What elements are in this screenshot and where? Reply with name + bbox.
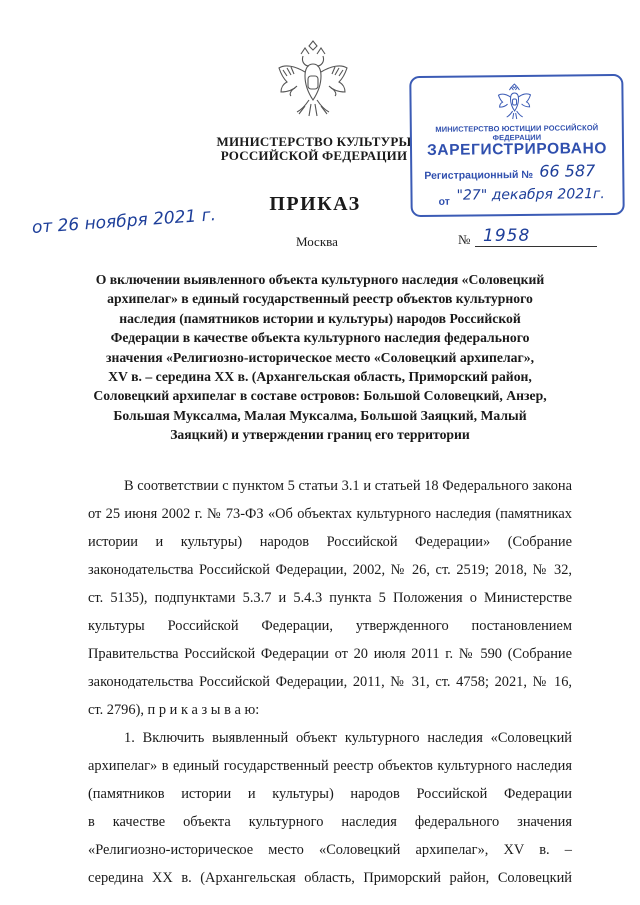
ministry-name-line-1: МИНИСТЕРСТВО КУЛЬТУРЫ (216, 134, 412, 149)
body-line: ст. 2796), п р и к а з ы в а ю: (88, 702, 260, 718)
subject-line: Большая Муксалма, Малая Муксалма, Большой Заяцкий, Малый (113, 407, 527, 423)
stamp-issuer: МИНИСТЕРСТВО ЮСТИЦИИ РОССИЙСКОЙ ФЕДЕРАЦИИ (435, 123, 599, 143)
subject-line: Заяцкий) и утверждении границ его территории (170, 427, 470, 443)
body-line: ст. 5135), подпунктами 5.3.7 и 5.4.3 пункта 5 Положения о Министерстве (88, 590, 572, 606)
stamp-status: ЗАРЕГИСТРИРОВАНО (426, 140, 608, 159)
body-line: середина XX в. (Архангельская область, Приморский район, Соловецкий (88, 870, 572, 886)
subject-line: Федерации в качестве объекта культурного наследия федерального (110, 330, 530, 346)
order-subject-heading (70, 270, 570, 445)
body-line: 1. Включить выявленный объект культурного наследия «Соловецкий (124, 730, 572, 746)
document-type-title: ПРИКАЗ (269, 193, 361, 215)
stamp-registration-number: 66 587 (539, 161, 596, 181)
coat-of-arms-emblem (275, 40, 351, 128)
number-label: № (458, 232, 471, 247)
order-number: 1958 (483, 226, 531, 246)
body-line: истории и культуры) народов Российской Федерации» (Собрание (88, 534, 572, 550)
stamp-date-label: от (438, 195, 450, 208)
subject-line: О включении выявленного объекта культурного наследия «Соловецкий (95, 272, 545, 287)
stamp-emblem-icon (497, 83, 531, 123)
body-line: в качестве объекта культурного наследия федерального значения (88, 814, 572, 830)
body-line: от 25 июня 2002 г. № 73-ФЗ «Об объектах культурного наследия (памятниках (88, 506, 572, 522)
stamp-registration-label: Регистрационный № (424, 168, 534, 182)
body-line: «Религиозно-историческое место «Соловецкий архипелаг», XV в. – (88, 842, 572, 858)
city-label: Москва (296, 234, 338, 249)
ministry-name-line-2: РОССИЙСКОЙ ФЕДЕРАЦИИ (220, 148, 408, 163)
subject-line: наследия (памятников истории и культуры) народов Российской (119, 310, 521, 326)
body-line: (памятников истории и культуры) народов Российской Федерации (88, 786, 572, 802)
body-line: законодательства Российской Федерации, 2002, № 26, ст. 2519; 2018, № 32, (88, 562, 572, 578)
handwritten-date: от 26 ноября 2021 г. (31, 205, 217, 238)
registration-stamp (409, 74, 624, 217)
subject-line: Соловецкий архипелаг в составе островов: Большой Соловецкий, Анзер, (93, 388, 547, 404)
subject-line: значения «Религиозно-историческое место «Соловецкий архипелаг», (105, 349, 534, 365)
subject-line: архипелаг» в единый государственный реестр объектов культурного (107, 291, 533, 307)
stamp-date-value: "27" декабря 2021г. (456, 186, 605, 204)
subject-line: XV в. – середина XX в. (Архангельская область, Приморский район, (108, 369, 532, 385)
body-line: законодательства Российской Федерации, 2011, № 31, ст. 4758; 2021, № 16, (88, 674, 572, 690)
number-underline (475, 246, 597, 247)
body-line: архипелаг» в единый государственный реестр объектов культурного наследия (88, 758, 572, 774)
body-line: Правительства Российской Федерации от 20 июля 2011 г. № 590 (Собрание (88, 646, 572, 662)
body-line: культуры Российской Федерации, утвержденного постановлением (88, 618, 572, 634)
body-line: В соответствии с пунктом 5 статьи 3.1 и статьей 18 Федерального закона (124, 478, 572, 494)
